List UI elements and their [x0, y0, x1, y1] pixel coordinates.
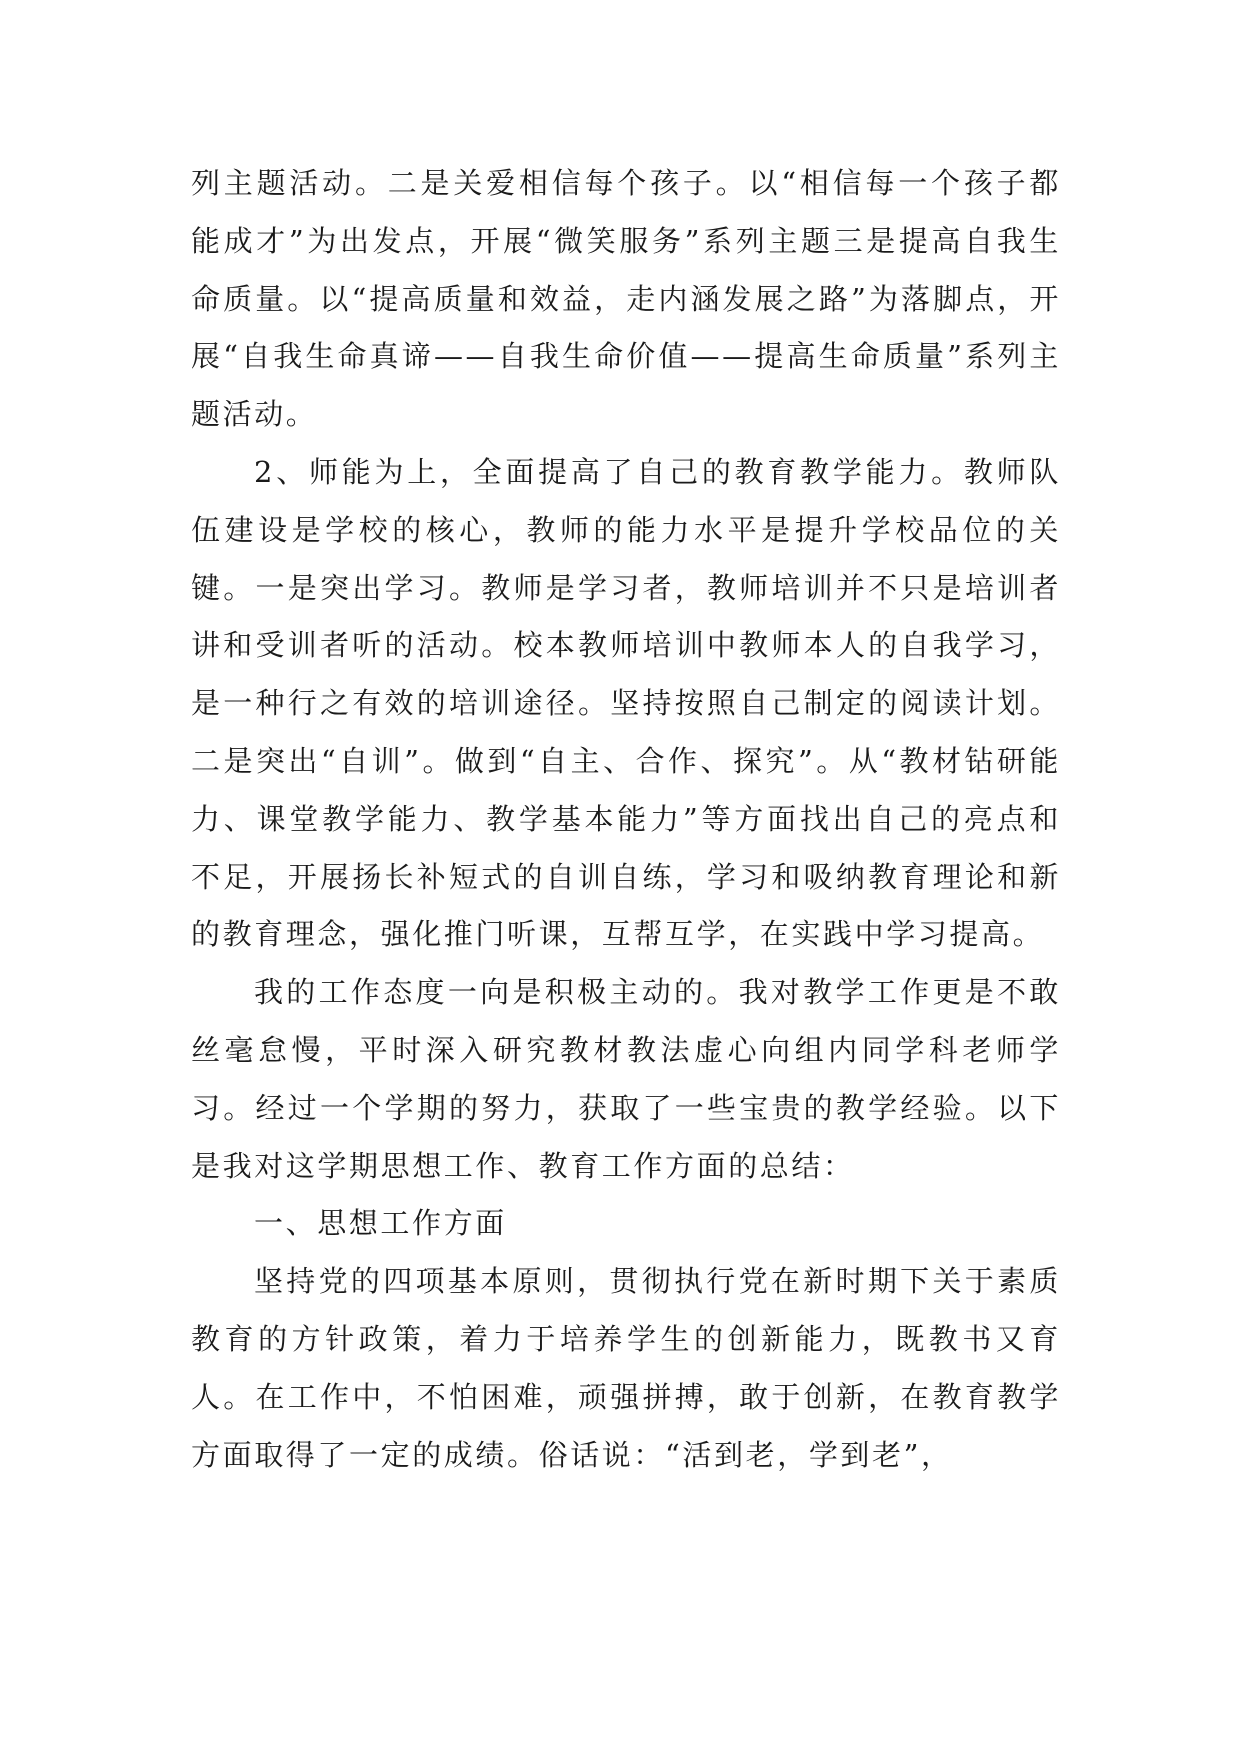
paragraph-work-attitude: 我的工作态度一向是积极主动的。我对教学工作更是不敢丝毫怠慢，平时深入研究教材教法虚心向组内同学科老师学习。经过一个学期的努力，获取了一些宝贵的教学经验。以下是我对这学期思想工作、教育工作方面的总结： — [191, 975, 1061, 1183]
paragraph-themed-activities: 列主题活动。二是关爱相信每个孩子。以“相信每一个孩子都能成才”为出发点，开展“微笑服务”系列主题三是提高自我生命质量。以“提高质量和效益，走内涵发展之路”为落脚点，开展“自我生命真谛——自我生命价值——提高生命质量”系列主题活动。 — [191, 166, 1061, 432]
document-body — [191, 155, 1061, 1484]
paragraph-principles: 坚持党的四项基本原则，贯彻执行党在新时期下关于素质教育的方针政策，着力于培养学生的创新能力，既教书又育人。在工作中，不怕困难，顽强拼搏，敢于创新，在教育教学方面取得了一定的成绩。俗话说：“活到老，学到老”， — [191, 1264, 1061, 1472]
paragraph-teaching-ability: 2、师能为上，全面提高了自己的教育教学能力。教师队伍建设是学校的核心，教师的能力水平是提升学校品位的关键。一是突出学习。教师是学习者，教师培训并不只是培训者讲和受训者听的活动。校本教师培训中教师本人的自我学习，是一种行之有效的培训途径。坚持按照自己制定的阅读计划。二是突出“自训”。做到“自主、合作、探究”。从“教材钻研能力、课堂教学能力、教学基本能力”等方面找出自己的亮点和不足，开展扬长补短式的自训自练，学习和吸纳教育理论和新的教育理念，强化推门听课，互帮互学，在实践中学习提高。 — [191, 454, 1061, 952]
section-heading-ideological-work: 一、思想工作方面 — [254, 1206, 507, 1241]
